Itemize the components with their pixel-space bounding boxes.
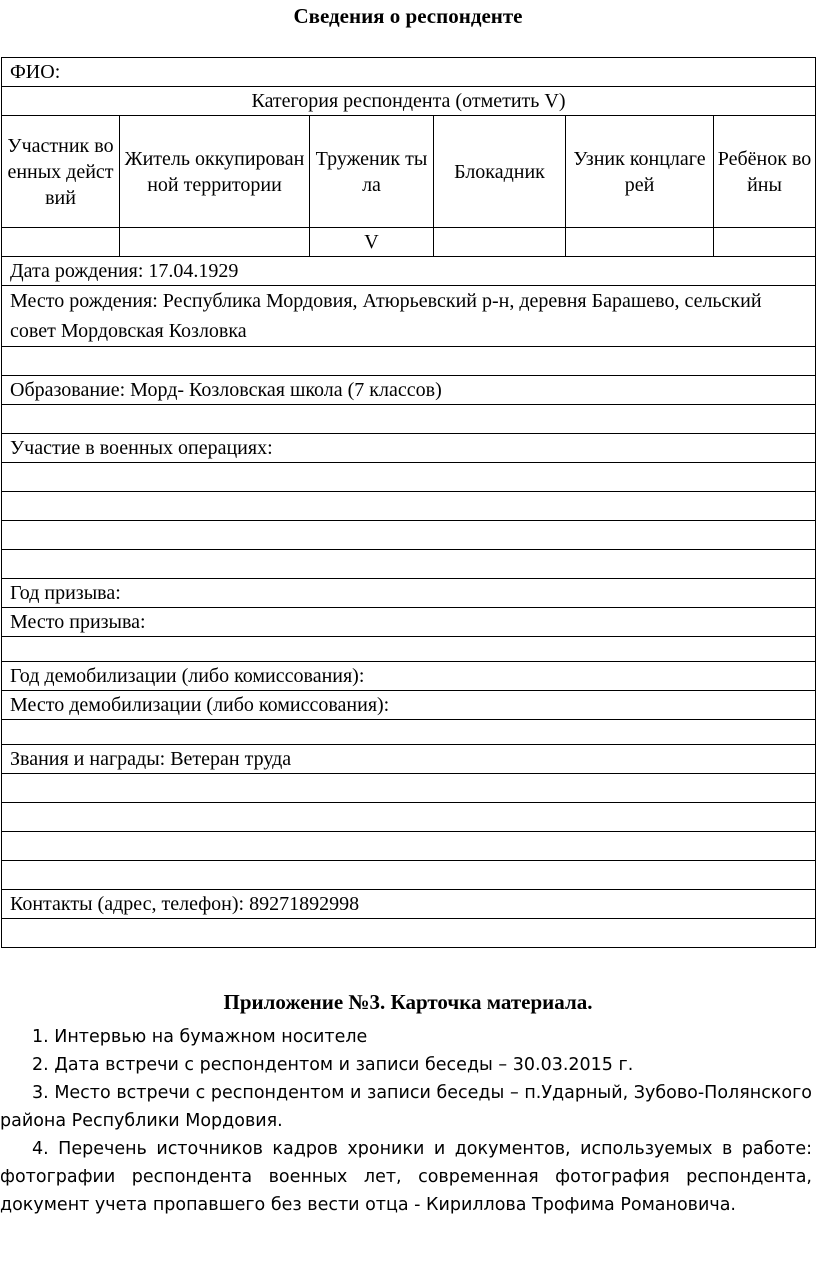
category-participant: Участник военных действий: [2, 116, 120, 228]
page-title: Сведения о респонденте: [293, 4, 523, 28]
category-mark-cell[interactable]: V: [310, 228, 434, 257]
category-blockade-survivor: Блокадник: [434, 116, 566, 228]
appendix-item: 2. Дата встречи с респондентом и записи беседы – 30.03.2015 г.: [32, 1055, 634, 1075]
empty-row[interactable]: [2, 521, 816, 550]
category-camp-prisoner: Узник концлагерей: [566, 116, 714, 228]
empty-row[interactable]: [2, 803, 816, 832]
appendix-item: 1. Интервью на бумажном носителе: [32, 1027, 368, 1047]
empty-row[interactable]: [2, 347, 816, 376]
category-occupied-resident: Житель оккупированной территории: [120, 116, 310, 228]
category-home-front-worker: Труженик тыла: [310, 116, 434, 228]
empty-row[interactable]: [2, 463, 816, 492]
demob-year-field[interactable]: Год демобилизации (либо комиссования):: [2, 662, 816, 691]
empty-row[interactable]: [2, 861, 816, 890]
category-mark-cell[interactable]: [714, 228, 816, 257]
birth-place-field[interactable]: Место рождения: Республика Мордовия, Атюрьевский р-н, деревня Барашево, сельский совет Мордовская Козловка: [2, 286, 816, 347]
empty-row[interactable]: [2, 550, 816, 579]
appendix-section: [0, 990, 816, 1219]
category-header: Категория респондента (отметить V): [2, 87, 816, 116]
category-mark-cell[interactable]: [434, 228, 566, 257]
category-mark-cell[interactable]: [120, 228, 310, 257]
appendix-item: 3. Место встречи с респондентом и записи беседы – п.Ударный, Зубово-Полянского района Республики Мордовия.: [0, 1083, 812, 1131]
appendix-list: [0, 1023, 816, 1219]
empty-row[interactable]: [2, 832, 816, 861]
empty-row[interactable]: [2, 637, 816, 662]
draft-year-field[interactable]: Год призыва:: [2, 579, 816, 608]
contacts-field[interactable]: Контакты (адрес, телефон): 89271892998: [2, 890, 816, 919]
category-mark-cell[interactable]: [2, 228, 120, 257]
demob-place-field[interactable]: Место демобилизации (либо комиссования):: [2, 691, 816, 720]
birth-date-field[interactable]: Дата рождения: 17.04.1929: [2, 257, 816, 286]
empty-row[interactable]: [2, 919, 816, 948]
appendix-item: 4. Перечень источников кадров хроники и документов, используемых в работе: фотографии респондента военных лет, современная фотография респондента, документ учета пропавшего без вести отца - Кириллова Трофима Романовича.: [0, 1139, 812, 1215]
empty-row[interactable]: [2, 774, 816, 803]
education-field[interactable]: Образование: Морд- Козловская школа (7 классов): [2, 376, 816, 405]
awards-field[interactable]: Звания и награды: Ветеран труда: [2, 745, 816, 774]
draft-place-field[interactable]: Место призыва:: [2, 608, 816, 637]
respondent-form-table: [1, 57, 816, 948]
empty-row[interactable]: [2, 405, 816, 434]
category-war-child: Ребёнок войны: [714, 116, 816, 228]
fio-field[interactable]: ФИО:: [2, 58, 816, 87]
military-operations-field[interactable]: Участие в военных операциях:: [2, 434, 816, 463]
category-mark-cell[interactable]: [566, 228, 714, 257]
appendix-title: Приложение №3. Карточка материала.: [223, 990, 593, 1014]
empty-row[interactable]: [2, 492, 816, 521]
empty-row[interactable]: [2, 720, 816, 745]
